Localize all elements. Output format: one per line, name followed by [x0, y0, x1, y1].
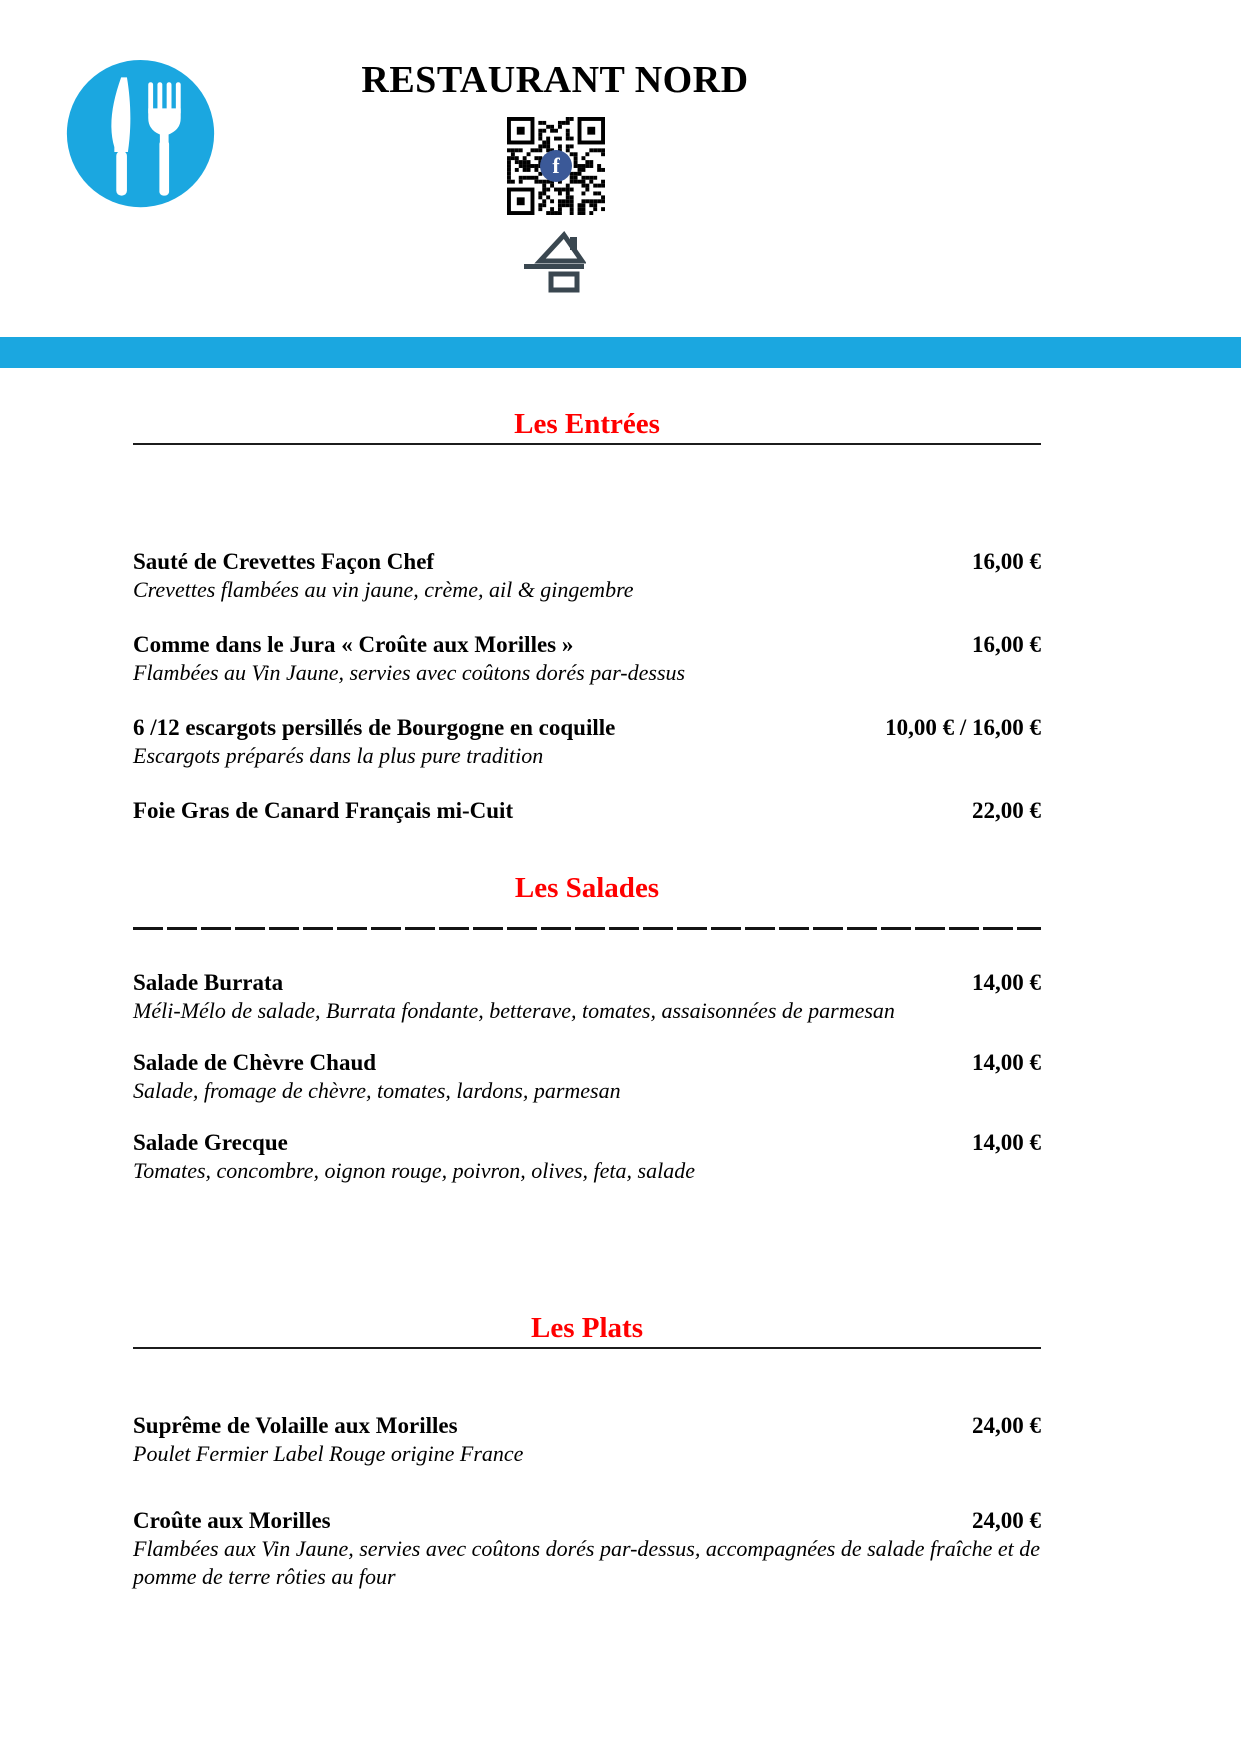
item-description: Méli-Mélo de salade, Burrata fondante, betterave, tomates, assaisonnées de parmesan — [133, 998, 895, 1023]
item-name: Croûte aux Morilles — [133, 1508, 331, 1533]
item-description: Flambées au Vin Jaune, servies avec coûtons dorés par-dessus — [133, 660, 686, 685]
page-title: RESTAURANT NORD — [361, 59, 749, 101]
home-icon — [524, 228, 586, 294]
item-name: Foie Gras de Canard Français mi-Cuit — [133, 798, 514, 823]
section-rule-plats — [133, 1347, 1041, 1349]
item-price: 14,00 € — [972, 970, 1041, 995]
item-price: 10,00 € / 16,00 € — [885, 715, 1041, 740]
item-description: Escargots préparés dans la plus pure tradition — [133, 743, 544, 768]
section-rule-entrees — [133, 443, 1041, 445]
item-price: 22,00 € — [972, 798, 1041, 823]
qr-code — [507, 117, 605, 215]
item-name: Salade Burrata — [133, 970, 284, 995]
menu-item — [133, 631, 1041, 687]
menu-item — [133, 548, 1041, 604]
item-description: Salade, fromage de chèvre, tomates, lardons, parmesan — [133, 1078, 621, 1103]
item-price: 16,00 € — [972, 549, 1041, 574]
menu-item — [133, 1049, 1041, 1105]
menu-item — [133, 1507, 1041, 1591]
item-price: 24,00 € — [972, 1413, 1041, 1438]
item-description: Tomates, concombre, oignon rouge, poivron, olives, feta, salade — [133, 1158, 695, 1183]
item-description: Crevettes flambées au vin jaune, crème, ail & gingembre — [133, 577, 634, 602]
section-title-salades: Les Salades — [514, 872, 660, 904]
item-description: Poulet Fermier Label Rouge origine France — [133, 1441, 524, 1466]
item-name: Suprême de Volaille aux Morilles — [133, 1413, 458, 1438]
menu-item — [133, 1129, 1041, 1185]
menu-item — [133, 714, 1041, 770]
item-name: Salade de Chèvre Chaud — [133, 1050, 377, 1075]
menu-content — [133, 410, 1041, 1591]
item-price: 16,00 € — [972, 632, 1041, 657]
item-price: 24,00 € — [972, 1508, 1041, 1533]
item-name: 6 /12 escargots persillés de Bourgogne en coquille — [133, 715, 616, 740]
menu-item — [133, 1412, 1041, 1468]
section-title-plats: Les Plats — [531, 1312, 643, 1344]
header-divider-bar — [0, 337, 1241, 368]
menu-item — [133, 969, 1041, 1025]
item-description: Flambées aux Vin Jaune, servies avec coûtons dorés par-dessus, accompagnées de salade fraîche et de pomme de terre rôties au four — [133, 1536, 1041, 1589]
item-name: Sauté de Crevettes Façon Chef — [133, 549, 435, 574]
item-price: 14,00 € — [972, 1050, 1041, 1075]
item-name: Salade Grecque — [133, 1130, 288, 1155]
section-title-entrees: Les Entrées — [514, 408, 660, 440]
item-price: 14,00 € — [972, 1130, 1041, 1155]
facebook-icon: f — [540, 150, 572, 182]
section-rule-salades — [133, 927, 1041, 930]
item-name: Comme dans le Jura « Croûte aux Morilles » — [133, 632, 574, 657]
menu-item — [133, 797, 1041, 825]
